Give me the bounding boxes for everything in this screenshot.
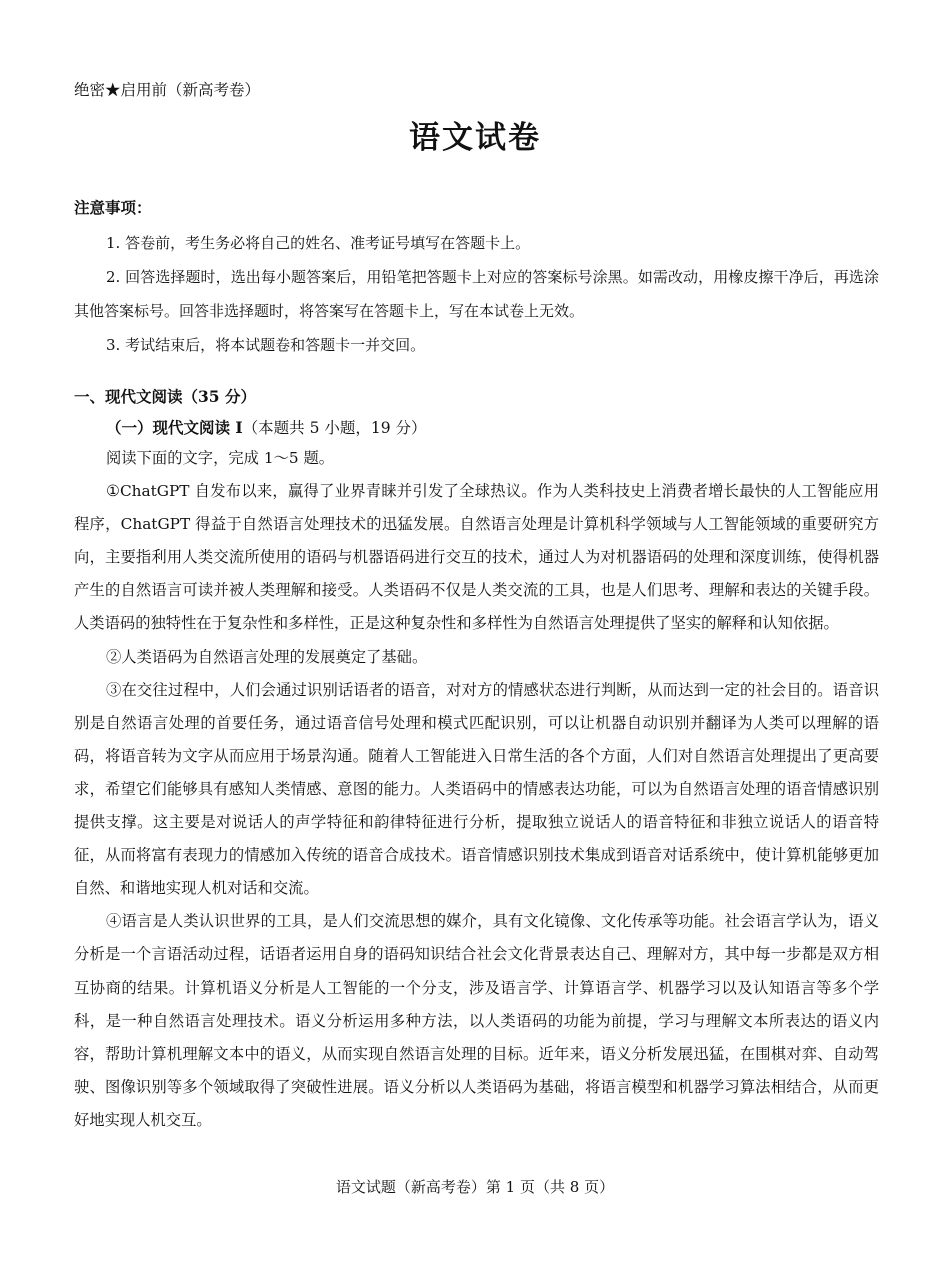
reading-instruction: 阅读下面的文字，完成 1～5 题。 <box>106 449 335 467</box>
notice-item: 1. 答卷前，考生务必将自己的姓名、准考证号填写在答题卡上。 <box>106 234 531 252</box>
notice-list <box>74 226 879 362</box>
passage-paragraph: ③在交往过程中，人们会通过识别话语者的语音，对对方的情感状态进行判断，从而达到一定的社会目的。语音识别是自然语言处理的首要任务，通过语音信号处理和模式匹配识别，可以让机器自动识别并翻译为人类可以理解的语码，将语音转为文字从而应用于场景沟通。随着人工智能进入日常生活的各个方面，人们对自然语言处理提出了更高要求，希望它们能够具有感知人类情感、意图的能力。人类语码中的情感表达功能，可以为自然语言处理的语音情感识别提供支撑。这主要是对说话人的声学特征和韵律特征进行分析，提取独立说话人的语音特征和非独立说话人的语音特征，从而将富有表现力的情感加入传统的语音合成技术。语音情感识别技术集成到语音对话系统中，使计算机能够更加自然、和谐地实现人机对话和交流。 <box>74 680 879 898</box>
part-label: （一）现代文阅读 I <box>106 418 243 437</box>
passage-paragraph: ④语言是人类认识世界的工具，是人们交流思想的媒介，具有文化镜像、文化传承等功能。社会语言学认为，语义分析是一个言语活动过程，话语者运用自身的语码知识结合社会文化背景表达自己、理解对方，其中每一步都是双方相互协商的结果。计算机语义分析是人工智能的一个分支，涉及语言学、计算语言学、机器学习以及认知语言等多个学科，是一种自然语言处理技术。语义分析运用多种方法，以人类语码的功能为前提，学习与理解文本所表达的语义内容，帮助计算机理解文本中的语义，从而实现自然语言处理的目标。近年来，语义分析发展迅猛，在围棋对弈、自动驾驶、图像识别等多个领域取得了突破性进展。语义分析以人类语码为基础，将语言模型和机器学习算法相结合，从而更好地实现人机交互。 <box>74 912 879 1129</box>
notice-item: 2. 回答选择题时，选出每小题答案后，用铅笔把答题卡上对应的答案标号涂黑。如需改动，用橡皮擦干净后，再选涂其他答案标号。回答非选择题时，将答案写在答题卡上，写在本试卷上无效。 <box>74 268 879 320</box>
notice-heading: 注意事项： <box>74 198 152 217</box>
part-heading <box>106 416 427 438</box>
page-title: 语文试卷 <box>409 120 541 156</box>
confidential-label: 绝密★启用前（新高考卷） <box>74 81 261 99</box>
passage-paragraph: ①ChatGPT 自发布以来，赢得了业界青睐并引发了全球热议。作为人类科技史上消费者增长最快的人工智能应用程序，ChatGPT 得益于自然语言处理技术的迅猛发展。自然语言处理是计算机科学领域与人工智能领域的重要研究方向，主要指利用人类交流所使用的语码与机器语码进行交互的技术，通过人为对机器语码的处理和深度训练，使得机器产生的自然语言可读并被人类理解和接受。人类语码不仅是人类交流的工具，也是人们思考、理解和表达的关键手段。人类语码的独特性在于复杂性和多样性，正是这种复杂性和多样性为自然语言处理提供了坚实的解释和认知依据。 <box>74 482 879 633</box>
part-detail: （本题共 5 小题，19 分） <box>242 419 427 437</box>
passage-paragraph: ②人类语码为自然语言处理的发展奠定了基础。 <box>106 647 428 666</box>
notice-item: 3. 考试结束后，将本试题卷和答题卡一并交回。 <box>106 336 426 354</box>
reading-passage <box>74 442 879 1137</box>
page-footer: 语文试题（新高考卷）第 1 页（共 8 页） <box>335 1178 615 1196</box>
section-heading: 一、现代文阅读（35 分） <box>74 387 256 406</box>
